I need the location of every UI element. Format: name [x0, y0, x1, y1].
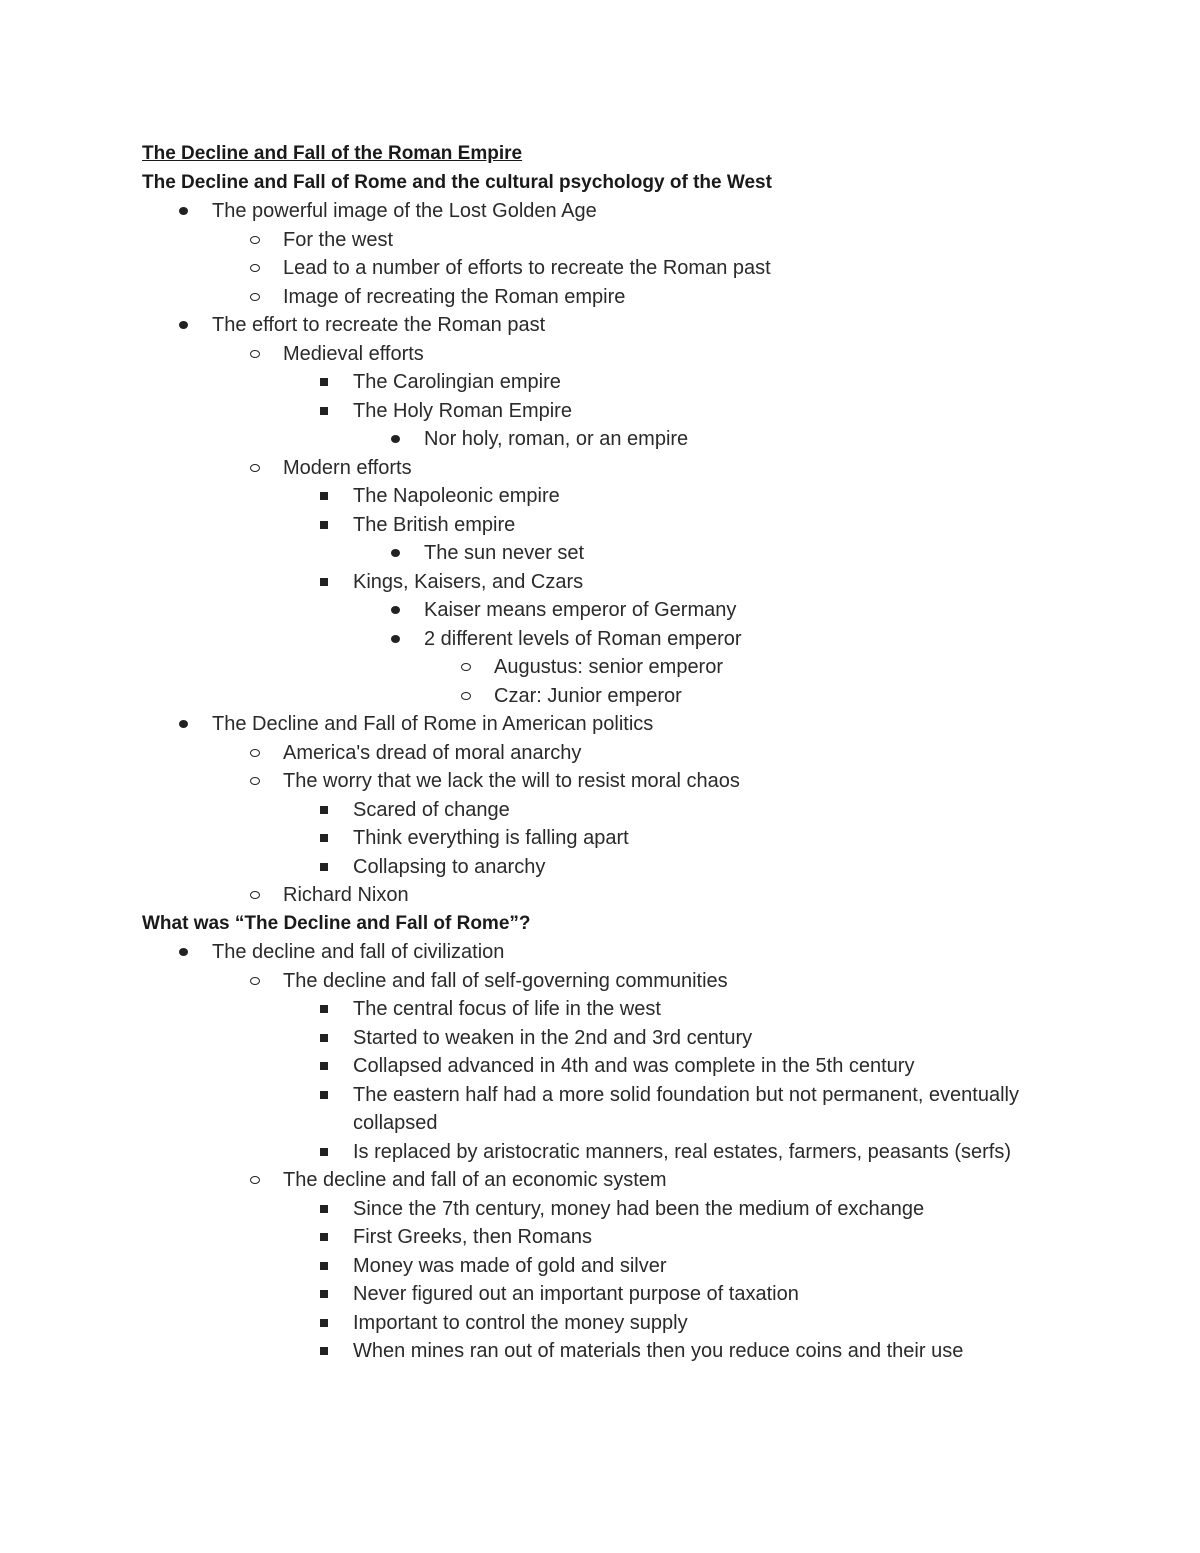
circle-bullet-icon: [250, 293, 260, 301]
square-bullet-icon: [320, 1148, 328, 1156]
list-item-text: Image of recreating the Roman empire: [283, 285, 626, 308]
list-item-text: When mines ran out of materials then you reduce coins and their use: [353, 1340, 964, 1362]
list-item-text: Collapsing to anarchy: [353, 855, 546, 878]
list-item: [142, 853, 1042, 882]
list-item: [142, 539, 1042, 568]
square-bullet-icon: [320, 1091, 328, 1099]
list-item: [142, 710, 1042, 739]
list-item: [142, 881, 1042, 910]
list-item-text: The effort to recreate the Roman past: [212, 314, 546, 336]
list-item: [142, 368, 1042, 397]
list-item-text: Medieval efforts: [283, 342, 424, 365]
circle-bullet-icon: [250, 891, 260, 899]
circle-bullet-icon: [461, 663, 471, 671]
square-bullet-icon: [320, 834, 328, 842]
circle-bullet-icon: [250, 350, 260, 358]
circle-bullet-icon: [250, 264, 260, 272]
square-bullet-icon: [320, 1262, 328, 1270]
square-bullet-icon: [320, 1005, 328, 1013]
disc-bullet-icon: [179, 720, 188, 728]
list-item-text: For the west: [283, 228, 394, 251]
list-item: [142, 397, 1042, 426]
square-bullet-icon: [320, 1233, 328, 1241]
section: [142, 169, 1042, 910]
list-item: [142, 197, 1042, 226]
list-item: [142, 311, 1042, 340]
list-item: [142, 226, 1042, 255]
list-item: [142, 425, 1042, 454]
list-item-text: Augustus: senior emperor: [494, 656, 724, 678]
square-bullet-icon: [320, 1290, 328, 1298]
list-item-text: The decline and fall of civilization: [212, 941, 505, 963]
list-item-text: First Greeks, then Romans: [353, 1226, 592, 1248]
square-bullet-icon: [320, 806, 328, 814]
square-bullet-icon: [320, 378, 328, 386]
square-bullet-icon: [320, 492, 328, 500]
list-item-text: Started to weaken in the 2nd and 3rd century: [353, 1026, 753, 1049]
list-item: [142, 967, 1042, 996]
list-item: [142, 511, 1042, 540]
disc-bullet-icon: [179, 207, 188, 215]
list-item-text: The central focus of life in the west: [353, 998, 661, 1020]
list-item: [142, 682, 1042, 711]
list-item-text: America's dread of moral anarchy: [283, 741, 582, 764]
list-item-text: Scared of change: [353, 798, 510, 821]
list-item-text: The decline and fall of an economic system: [283, 1169, 667, 1191]
list-item-text: Lead to a number of efforts to recreate the Roman past: [283, 257, 771, 279]
list-item-text: Never figured out an important purpose of taxation: [353, 1283, 799, 1305]
list-item-text: Think everything is falling apart: [353, 827, 629, 849]
list-item: [142, 824, 1042, 853]
list-item-text: The Holy Roman Empire: [353, 399, 572, 422]
circle-bullet-icon: [250, 1176, 260, 1184]
section: [142, 910, 1042, 1366]
sections-container: [142, 169, 1042, 1366]
list-item-text: Kaiser means emperor of Germany: [424, 599, 737, 621]
list-item: [142, 1138, 1042, 1167]
square-bullet-icon: [320, 578, 328, 586]
list-item-text: The Napoleonic empire: [353, 485, 560, 507]
square-bullet-icon: [320, 1205, 328, 1213]
square-bullet-icon: [320, 1062, 328, 1070]
list-item: [142, 254, 1042, 283]
disc-bullet-icon: [179, 948, 188, 956]
list-item: [142, 340, 1042, 369]
list-item-text: Kings, Kaisers, and Czars: [353, 570, 584, 593]
list-item-text: Nor holy, roman, or an empire: [424, 428, 689, 450]
document-body: [142, 140, 1042, 1366]
list-item: [142, 938, 1042, 967]
circle-bullet-icon: [461, 692, 471, 700]
list-item-text: Since the 7th century, money had been the medium of exchange: [353, 1197, 925, 1220]
list-item: [142, 995, 1042, 1024]
list-item-text: The Carolingian empire: [353, 371, 561, 393]
list-item-text: The decline and fall of self-governing communities: [283, 969, 728, 992]
list-item: [142, 283, 1042, 312]
list-item: [142, 653, 1042, 682]
list-item-text: The worry that we lack the will to resist moral chaos: [283, 770, 740, 792]
circle-bullet-icon: [250, 977, 260, 985]
list-item-text: The eastern half had a more solid foundation but not permanent, eventually collapsed: [353, 1083, 1019, 1134]
list-item: [142, 482, 1042, 511]
circle-bullet-icon: [250, 236, 260, 244]
list-item-text: Collapsed advanced in 4th and was complete in the 5th century: [353, 1055, 915, 1077]
list-item-text: The sun never set: [424, 542, 585, 564]
list-item-text: Czar: Junior emperor: [494, 684, 682, 707]
list-item: [142, 1337, 1042, 1366]
square-bullet-icon: [320, 407, 328, 415]
list-item: [142, 1223, 1042, 1252]
disc-bullet-icon: [391, 606, 400, 614]
square-bullet-icon: [320, 1347, 328, 1355]
list-item: [142, 625, 1042, 654]
square-bullet-icon: [320, 521, 328, 529]
list-item: [142, 1252, 1042, 1281]
list-item-text: Is replaced by aristocratic manners, real estates, farmers, peasants (serfs): [353, 1140, 1012, 1163]
square-bullet-icon: [320, 1319, 328, 1327]
list-item-text: Modern efforts: [283, 456, 412, 479]
list-item-text: The Decline and Fall of Rome in American politics: [212, 713, 654, 735]
list-item: [142, 454, 1042, 483]
square-bullet-icon: [320, 863, 328, 871]
section-heading: The Decline and Fall of Rome and the cultural psychology of the West: [142, 171, 772, 193]
list-item: [142, 1280, 1042, 1309]
disc-bullet-icon: [179, 321, 188, 329]
list-item-text: The powerful image of the Lost Golden Age: [212, 200, 597, 222]
list-item: [142, 1166, 1042, 1195]
list-item: [142, 596, 1042, 625]
disc-bullet-icon: [391, 635, 400, 643]
list-item: [142, 568, 1042, 597]
circle-bullet-icon: [250, 777, 260, 785]
circle-bullet-icon: [250, 464, 260, 472]
list-item: [142, 767, 1042, 796]
square-bullet-icon: [320, 1034, 328, 1042]
section-heading: What was “The Decline and Fall of Rome”?: [142, 912, 531, 934]
list-item-text: The British empire: [353, 513, 516, 536]
circle-bullet-icon: [250, 749, 260, 757]
disc-bullet-icon: [391, 435, 400, 443]
list-item-text: 2 different levels of Roman emperor: [424, 627, 742, 650]
list-item: [142, 1195, 1042, 1224]
list-item-text: Money was made of gold and silver: [353, 1254, 667, 1277]
document-title: The Decline and Fall of the Roman Empire: [142, 143, 523, 164]
disc-bullet-icon: [391, 549, 400, 557]
list-item: [142, 1309, 1042, 1338]
list-item: [142, 1024, 1042, 1053]
list-item: [142, 1081, 1042, 1138]
list-item-text: Richard Nixon: [283, 884, 409, 906]
list-item-text: Important to control the money supply: [353, 1311, 688, 1334]
list-item: [142, 796, 1042, 825]
list-item: [142, 1052, 1042, 1081]
list-item: [142, 739, 1042, 768]
